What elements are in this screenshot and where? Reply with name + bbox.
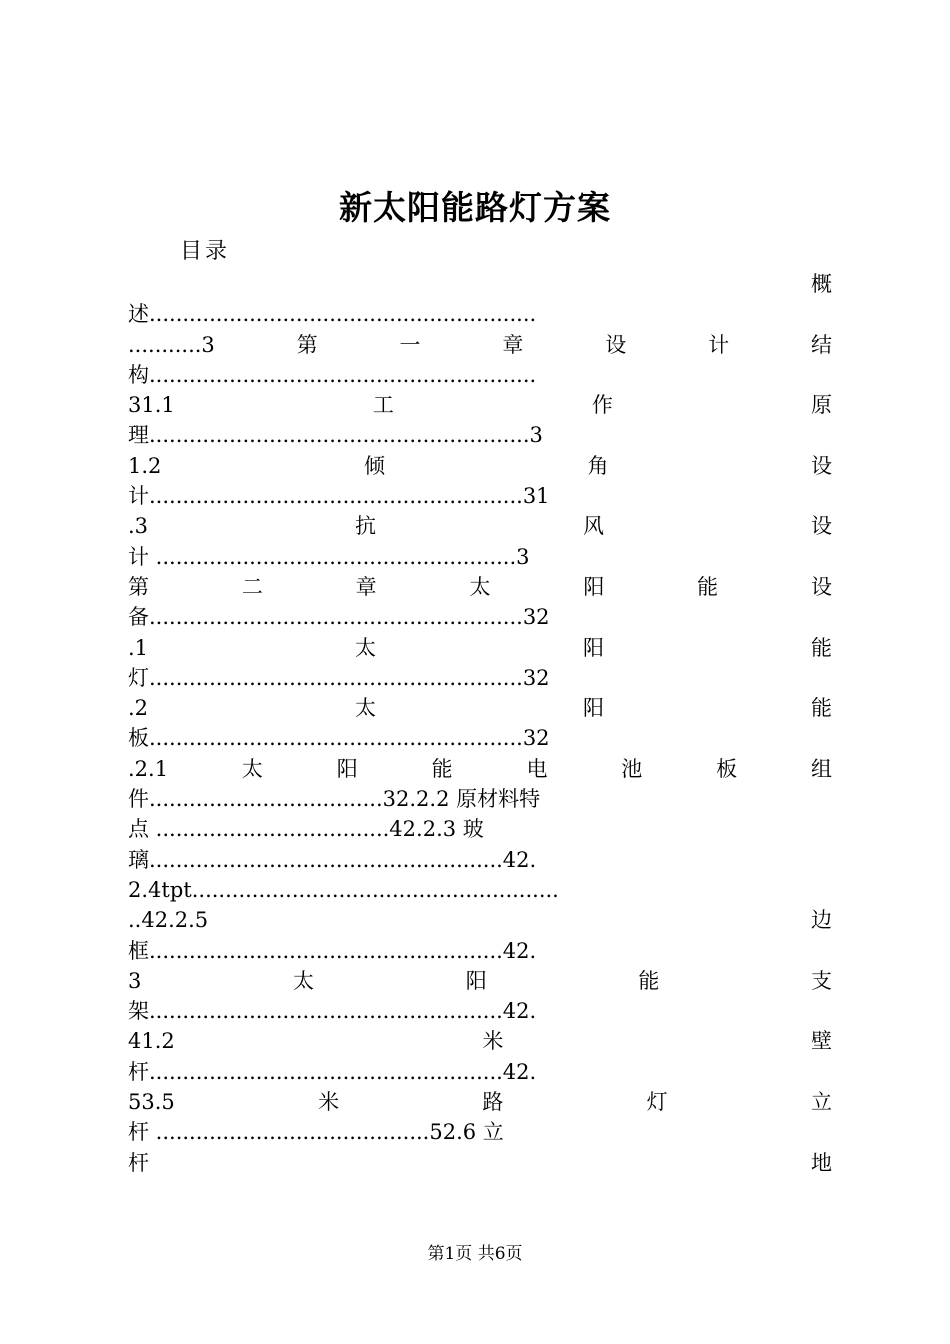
page-footer: 第1页 共6页 — [427, 1244, 523, 1264]
toc-text: 概 — [811, 272, 832, 296]
toc-text: 壁 — [810, 1029, 832, 1054]
toc-text: 原 — [811, 393, 832, 418]
toc-line — [128, 420, 832, 450]
toc-text: 太 — [469, 574, 491, 599]
toc-text: 杆.....................................................42. — [128, 1059, 537, 1084]
toc-line — [128, 936, 832, 966]
toc-text: 计........................................................31 — [128, 484, 550, 509]
toc-heading: 目录 — [180, 239, 231, 264]
toc-text: 地 — [811, 1150, 832, 1175]
toc-line — [128, 996, 832, 1026]
toc-line — [128, 1087, 832, 1117]
toc-line — [128, 360, 832, 390]
toc-text: ...........3 — [128, 332, 215, 357]
toc-text: 计 — [708, 332, 730, 357]
table-of-contents — [128, 269, 832, 1178]
toc-text: 边 — [811, 908, 832, 933]
toc-text: 3 — [128, 968, 142, 993]
toc-text: 风 — [583, 514, 605, 539]
toc-line — [128, 481, 832, 511]
toc-line — [128, 723, 832, 753]
toc-text: 能 — [811, 635, 832, 660]
toc-text: 工 — [372, 393, 394, 418]
toc-line — [128, 663, 832, 693]
toc-line — [128, 784, 832, 814]
toc-text: 备........................................................32 — [128, 605, 550, 630]
toc-line — [128, 572, 832, 602]
toc-line — [128, 511, 832, 541]
toc-text: 抗 — [355, 514, 377, 539]
toc-text: 灯........................................................32 — [128, 665, 550, 690]
toc-text: 计 ......................................................3 — [128, 544, 530, 569]
toc-text: 结 — [810, 332, 832, 357]
toc-text: 2.4tpt....................................................... — [128, 877, 559, 902]
toc-line — [128, 754, 832, 784]
toc-text: ..42.2.5 — [128, 908, 209, 933]
toc-text: 31.1 — [128, 393, 175, 418]
toc-text: 璃.....................................................42. — [128, 847, 537, 872]
toc-text: .1 — [128, 635, 149, 660]
toc-text: 角 — [587, 453, 609, 478]
toc-text: 板 — [716, 756, 738, 781]
toc-text: 第 — [296, 332, 318, 357]
toc-text: 架.....................................................42. — [128, 999, 537, 1024]
toc-text: 作 — [591, 393, 613, 418]
toc-line — [128, 905, 832, 935]
toc-text: 能 — [638, 968, 660, 993]
toc-text: 阳 — [336, 756, 358, 781]
toc-text: 构.......................................................... — [128, 362, 537, 387]
toc-line — [128, 1026, 832, 1056]
toc-text: 章 — [355, 574, 377, 599]
toc-text: 第 — [128, 574, 149, 599]
toc-line — [128, 633, 832, 663]
document-title: 新太阳能路灯方案 — [339, 188, 611, 227]
toc-text: .2 — [128, 696, 149, 721]
toc-text: 理.........................................................3 — [128, 423, 543, 448]
toc-text: 53.5 — [128, 1090, 175, 1115]
toc-text: 能 — [431, 756, 453, 781]
toc-line — [128, 299, 832, 329]
toc-text: 点 ...................................42.2.3 玻 — [128, 817, 484, 842]
toc-text: 支 — [811, 968, 832, 993]
toc-line — [128, 390, 832, 420]
toc-text: 电 — [526, 756, 548, 781]
toc-text: 一 — [399, 332, 421, 357]
toc-text: 米 — [482, 1029, 504, 1054]
toc-line — [128, 269, 832, 299]
toc-line — [128, 814, 832, 844]
toc-line — [128, 602, 832, 632]
toc-line — [128, 542, 832, 572]
toc-text: 阳 — [583, 635, 605, 660]
toc-text: 路 — [482, 1090, 504, 1115]
toc-text: 章 — [502, 332, 524, 357]
toc-text: 板........................................................32 — [128, 726, 550, 751]
toc-text: 灯 — [646, 1090, 668, 1115]
toc-text: 设 — [811, 514, 832, 539]
toc-text: 太 — [241, 756, 263, 781]
toc-line — [128, 845, 832, 875]
toc-text: 阳 — [465, 968, 487, 993]
toc-text: .2.1 — [128, 756, 169, 781]
toc-text: 框.....................................................42. — [128, 938, 537, 963]
toc-line — [128, 1148, 832, 1178]
toc-text: 太 — [355, 696, 377, 721]
toc-line — [128, 330, 832, 360]
toc-line — [128, 451, 832, 481]
toc-text: 阳 — [583, 574, 605, 599]
toc-text: 设 — [810, 574, 832, 599]
toc-text: 设 — [811, 453, 832, 478]
toc-line — [128, 875, 832, 905]
toc-text: 杆 .........................................52.6 立 — [128, 1120, 504, 1145]
toc-text: 组 — [810, 756, 832, 781]
toc-text: 能 — [811, 696, 832, 721]
toc-line — [128, 966, 832, 996]
toc-text: 杆 — [128, 1150, 149, 1175]
toc-text: 41.2 — [128, 1029, 175, 1054]
toc-line — [128, 1117, 832, 1147]
toc-text: 二 — [241, 574, 263, 599]
toc-text: 阳 — [583, 696, 605, 721]
toc-text: 能 — [697, 574, 719, 599]
toc-text: 件...................................32.2.2 原材料特 — [128, 787, 541, 812]
toc-line — [128, 693, 832, 723]
toc-text: 米 — [318, 1090, 340, 1115]
toc-text: 述.......................................................... — [128, 302, 537, 327]
toc-text: 1.2 — [128, 453, 162, 478]
toc-text: 池 — [621, 756, 643, 781]
toc-text: .3 — [128, 514, 149, 539]
toc-text: 倾 — [363, 453, 385, 478]
toc-line — [128, 1057, 832, 1087]
toc-text: 太 — [293, 968, 315, 993]
toc-text: 设 — [605, 332, 627, 357]
toc-text: 立 — [810, 1090, 832, 1115]
toc-text: 太 — [355, 635, 377, 660]
